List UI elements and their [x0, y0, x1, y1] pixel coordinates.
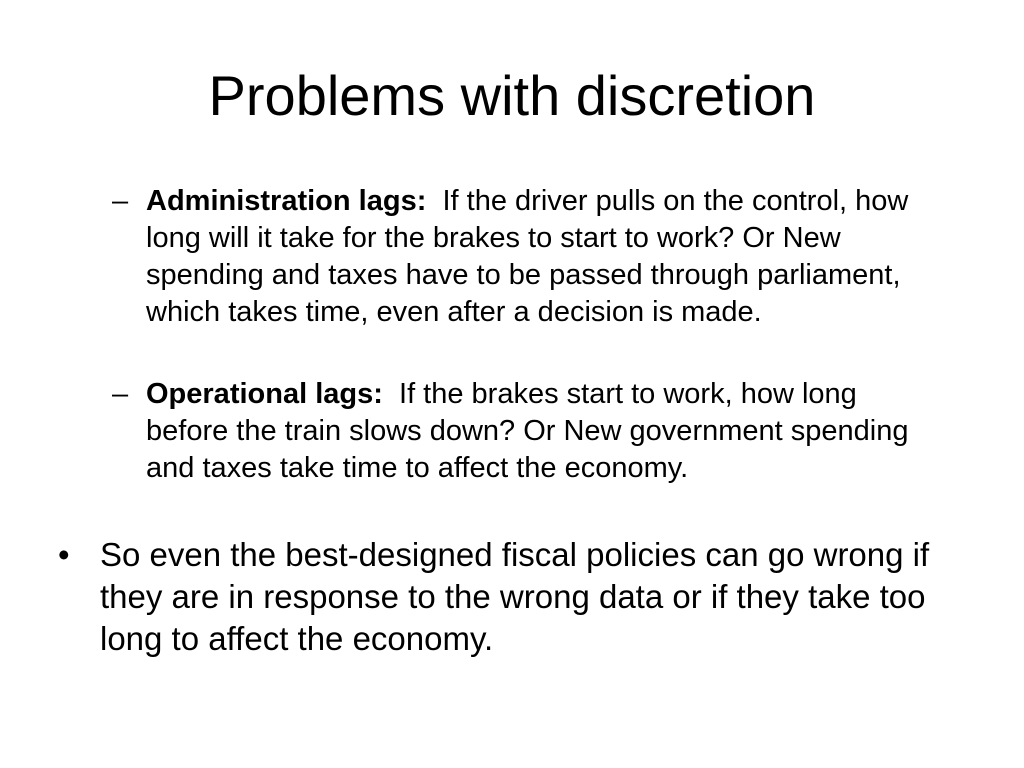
sub-bullet-content [146, 376, 942, 487]
sub-bullet-label: Administration lags: [146, 185, 427, 217]
sub-bullet-administration-lags [112, 183, 942, 331]
sub-bullet-text: If the brakes start to work, how long before the train slows down? Or New government spending and taxes take time to affect the economy. [146, 378, 909, 484]
sub-bullet-text: If the driver pulls on the control, how long will it take for the brakes to start to work? Or New spending and taxes have to be passed through parliament, which takes time, even after a decision is made. [146, 185, 909, 328]
sub-bullet-label: Operational lags: [146, 378, 383, 410]
dash-marker: – [112, 185, 129, 217]
bullet-marker: • [58, 536, 70, 573]
sub-bullet-operational-lags [112, 376, 942, 487]
dash-marker: – [112, 378, 129, 410]
slide-title: Problems with discretion [208, 64, 816, 127]
main-bullet-conclusion [58, 534, 968, 660]
main-bullet-text: So even the best-designed fiscal policies can go wrong if they are in response to the wrong data or if they take too long to affect the economy. [100, 536, 930, 657]
sub-bullet-content [146, 183, 942, 331]
